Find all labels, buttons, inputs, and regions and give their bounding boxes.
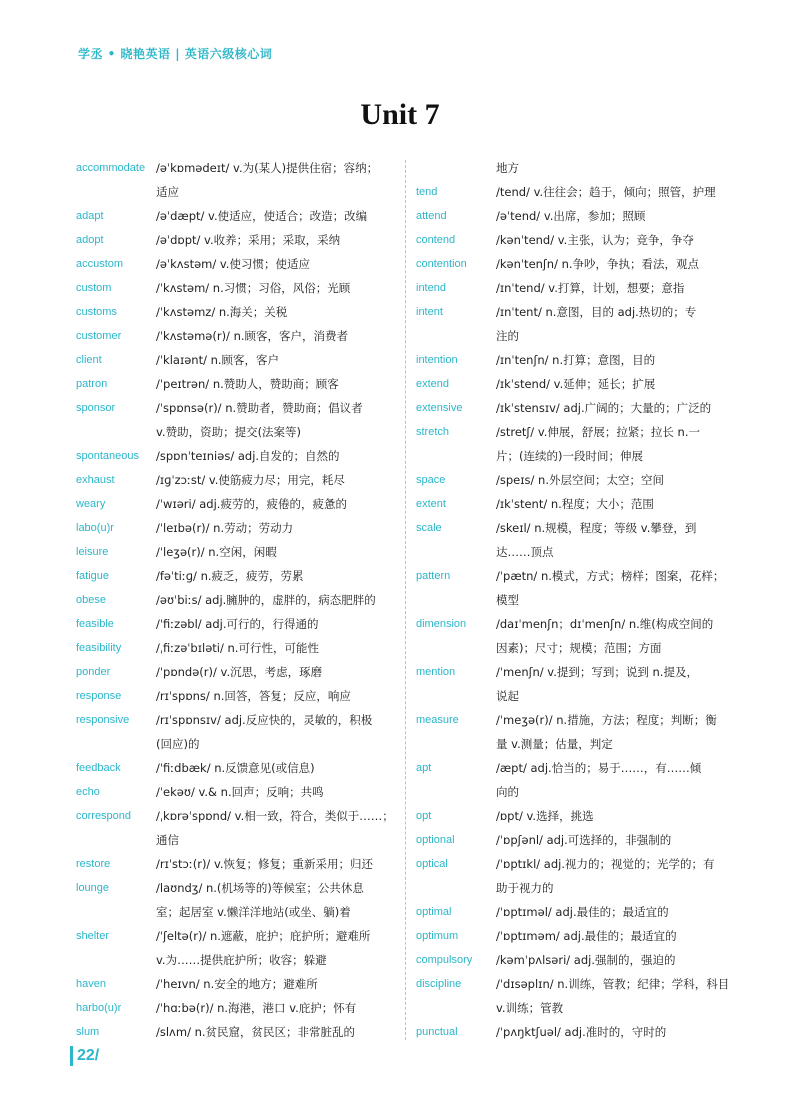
definition-line: /ˈmeʒə(r)/ n.措施，方法；程度；判断；衡 <box>496 713 717 727</box>
definition-line: /əˈtend/ v.出席，参加；照顾 <box>496 209 646 223</box>
definition-line: /ˈfiːdbæk/ n.反馈意见(或信息) <box>156 761 315 775</box>
vocab-entry <box>416 948 736 972</box>
vocab-entry <box>76 372 396 396</box>
vocab-word: feedback <box>76 762 121 774</box>
vocab-entry <box>416 1020 736 1044</box>
vocab-word: adapt <box>76 210 104 222</box>
vocab-word: correspond <box>76 810 132 822</box>
vocab-word: accommodate <box>76 162 146 174</box>
vocab-definition <box>156 804 396 852</box>
definition-line: /ˈheɪvn/ n.安全的地方；避难所 <box>156 977 318 991</box>
vocab-definition <box>496 924 736 948</box>
vocab-entry <box>76 636 396 660</box>
definition-line: /ˈpɒndə(r)/ v.沉思，考虑，琢磨 <box>156 665 323 679</box>
definition-line: v.赞助，资助；提交(法案等) <box>156 425 302 439</box>
left-column <box>76 156 396 1044</box>
vocab-definition <box>496 852 736 900</box>
definition-line: /ˌfiːzəˈbɪləti/ n.可行性，可能性 <box>156 641 319 655</box>
definition-line: /fəˈtiːɡ/ n.疲乏，疲劳，劳累 <box>156 569 304 583</box>
vocab-definition <box>156 156 396 204</box>
vocab-entry <box>76 228 396 252</box>
definition-line: 模型 <box>496 593 519 607</box>
vocab-entry <box>76 588 396 612</box>
vocab-definition <box>156 396 396 444</box>
vocab-entry <box>76 396 396 444</box>
vocab-definition <box>496 228 736 252</box>
vocab-definition <box>156 444 396 468</box>
vocab-entry <box>416 228 736 252</box>
definition-line: /ˈpeɪtrən/ n.赞助人，赞助商；顾客 <box>156 377 339 391</box>
vocab-definition <box>156 372 396 396</box>
vocab-entry <box>416 372 736 396</box>
definition-line: v.训练；管教 <box>496 1001 564 1015</box>
vocab-definition <box>496 348 736 372</box>
vocab-word: optical <box>416 858 448 870</box>
vocab-entry <box>76 204 396 228</box>
vocab-entry <box>416 828 736 852</box>
vocab-entry <box>76 156 396 204</box>
vocab-word: scale <box>416 522 442 534</box>
vocab-entry <box>76 756 396 780</box>
vocab-definition <box>156 348 396 372</box>
definition-line: 片；(连续的)一段时间；伸展 <box>496 449 643 463</box>
vocab-definition <box>496 468 736 492</box>
vocab-word: pattern <box>416 570 451 582</box>
definition-line: /ˈmenʃn/ v.提到；写到；说到 n.提及， <box>496 665 698 679</box>
definition-line: 地方 <box>496 161 519 175</box>
vocab-word: optimal <box>416 906 452 918</box>
vocab-word: punctual <box>416 1026 458 1038</box>
vocab-definition <box>496 900 736 924</box>
definition-line: /ɪkˈstend/ v.延伸；延长；扩展 <box>496 377 656 391</box>
vocab-entry <box>76 852 396 876</box>
vocab-word: weary <box>76 498 106 510</box>
definition-line: /ˈdɪsəplɪn/ n.训练，管教；纪律；学科，科目 <box>496 977 730 991</box>
vocab-definition <box>496 516 736 564</box>
vocab-entry <box>76 972 396 996</box>
vocab-entry <box>416 924 736 948</box>
vocab-definition <box>496 300 736 348</box>
definition-line: /ˈkʌstəm/ n.习惯；习俗，风俗；光顾 <box>156 281 351 295</box>
vocab-word: measure <box>416 714 459 726</box>
definition-line: 适应 <box>156 185 179 199</box>
definition-line: /ˌkɒrəˈspɒnd/ v.相一致，符合，类似于……； <box>156 809 394 823</box>
vocab-definition <box>496 804 736 828</box>
definition-line: /daɪˈmenʃn；dɪˈmenʃn/ n.维(构成空间的 <box>496 617 714 631</box>
vocab-entry <box>416 516 736 564</box>
definition-line: /kənˈtend/ v.主张，认为；竞争，争夺 <box>496 233 694 247</box>
definition-line: /ˈleʒə(r)/ n.空闲，闲暇 <box>156 545 277 559</box>
vocab-word: responsive <box>76 714 130 726</box>
definition-line: /slʌm/ n.贫民窟，贫民区；非常脏乱的 <box>156 1025 356 1039</box>
vocab-definition <box>496 252 736 276</box>
vocab-word: obese <box>76 594 106 606</box>
vocab-definition <box>156 660 396 684</box>
vocab-entry <box>416 852 736 900</box>
vocab-word: patron <box>76 378 108 390</box>
vocab-word: shelter <box>76 930 110 942</box>
definition-line: /əˈdɒpt/ v.收养；采用；采取，采纳 <box>156 233 341 247</box>
definition-line: 室；起居室 v.懒洋洋地站(或坐、躺)着 <box>156 905 351 919</box>
vocab-definition <box>156 228 396 252</box>
vocab-entry <box>76 996 396 1020</box>
definition-line: /ɪkˈstent/ n.程度；大小；范围 <box>496 497 654 511</box>
definition-line: /rɪˈstɔː(r)/ v.恢复；修复；重新采用；归还 <box>156 857 374 871</box>
definition-line: 通信 <box>156 833 179 847</box>
vocab-definition <box>496 660 736 708</box>
vocab-definition <box>156 588 396 612</box>
running-header: 学丞 • 晓艳英语 | 英语六级核心词 <box>78 47 273 61</box>
vocab-word: slum <box>76 1026 100 1038</box>
right-column <box>416 156 736 1044</box>
definition-line: /ˈʃeltə(r)/ n.遮蔽，庇护；庇护所；避难所 <box>156 929 371 943</box>
vocab-entry <box>416 204 736 228</box>
definition-line: /kənˈtenʃn/ n.争吵，争执；看法，观点 <box>496 257 700 271</box>
vocab-word: haven <box>76 978 106 990</box>
vocab-definition <box>156 708 396 756</box>
vocab-definition <box>496 564 736 612</box>
vocab-word: labo(u)r <box>76 522 114 534</box>
definition-line: /stretʃ/ v.伸展，舒展；拉紧；拉长 n.一 <box>496 425 700 439</box>
vocab-entry <box>76 276 396 300</box>
vocab-definition <box>156 1020 396 1044</box>
vocab-word: stretch <box>416 426 450 438</box>
vocab-definition <box>156 468 396 492</box>
vocab-definition <box>156 636 396 660</box>
vocab-definition <box>156 516 396 540</box>
definition-line: /ˈpætn/ n.模式，方式；榜样；图案，花样； <box>496 569 725 583</box>
definition-line: v.为……提供庇护所；收容；躲避 <box>156 953 327 967</box>
vocab-definition <box>156 252 396 276</box>
vocab-definition <box>496 156 736 180</box>
definition-line: /ˈɒptɪməm/ adj.最佳的；最适宜的 <box>496 929 677 943</box>
vocab-entry <box>416 804 736 828</box>
vocab-entry <box>76 516 396 540</box>
vocab-word: optimum <box>416 930 459 942</box>
vocab-entry <box>76 540 396 564</box>
vocab-definition <box>156 972 396 996</box>
definition-line: /ˈɒpʃənl/ adj.可选择的，非强制的 <box>496 833 672 847</box>
vocab-word: custom <box>76 282 112 294</box>
definition-line: /spɒnˈteɪniəs/ adj.自发的；自然的 <box>156 449 340 463</box>
vocab-word: optional <box>416 834 455 846</box>
vocab-word: extent <box>416 498 446 510</box>
vocab-entry <box>416 300 736 348</box>
vocab-word: accustom <box>76 258 124 270</box>
vocab-entry <box>76 660 396 684</box>
vocab-entry <box>76 300 396 324</box>
definition-line: /ˈkʌstəmz/ n.海关；关税 <box>156 305 288 319</box>
vocab-definition <box>156 756 396 780</box>
vocab-entry <box>416 468 736 492</box>
vocab-entry <box>416 396 736 420</box>
vocab-word: echo <box>76 786 100 798</box>
definition-line: /ˈpʌŋktʃuəl/ adj.准时的，守时的 <box>496 1025 667 1039</box>
vocab-word: dimension <box>416 618 467 630</box>
definition-line: /ˈleɪbə(r)/ n.劳动；劳动力 <box>156 521 294 535</box>
vocab-definition <box>496 420 736 468</box>
definition-line: /laʊndʒ/ n.(机场等的)等候室；公共休息 <box>156 881 364 895</box>
vocab-definition <box>496 972 736 1020</box>
definition-line: 注的 <box>496 329 519 343</box>
vocab-word: sponsor <box>76 402 116 414</box>
vocab-entry <box>416 492 736 516</box>
definition-line: 量 v.测量；估量，判定 <box>496 737 613 751</box>
vocab-entry <box>76 684 396 708</box>
definition-line: /ˈkʌstəmə(r)/ n.顾客，客户，消费者 <box>156 329 349 343</box>
definition-line: /speɪs/ n.外层空间；太空；空间 <box>496 473 664 487</box>
vocab-word: restore <box>76 858 111 870</box>
definition-line: /əˈkɒmədeɪt/ v.为(某人)提供住宿；容纳； <box>156 161 379 175</box>
vocab-entry <box>416 708 736 756</box>
definition-line: /rɪˈspɒnsɪv/ adj.反应快的，灵敏的，积极 <box>156 713 373 727</box>
definition-line: 助于视力的 <box>496 881 554 895</box>
definition-line: /əˈdæpt/ v.使适应，使适合；改造；改编 <box>156 209 368 223</box>
vocab-word: customer <box>76 330 122 342</box>
definition-line: /ˈɒptɪkl/ adj.视力的；视觉的；光学的；有 <box>496 857 715 871</box>
definition-line: /ˈspɒnsə(r)/ n.赞助者，赞助商；倡议者 <box>156 401 363 415</box>
vocab-definition <box>156 492 396 516</box>
definition-line: /ɪnˈtent/ n.意图，目的 adj.热切的；专 <box>496 305 697 319</box>
vocab-word: client <box>76 354 102 366</box>
vocab-word: leisure <box>76 546 109 558</box>
vocab-definition <box>496 828 736 852</box>
vocab-entry <box>416 660 736 708</box>
definition-line: /ˈɒptɪməl/ adj.最佳的；最适宜的 <box>496 905 669 919</box>
vocab-definition <box>156 780 396 804</box>
definition-line: /ɪɡˈzɔːst/ v.使筋疲力尽；用完，耗尽 <box>156 473 345 487</box>
vocab-entry <box>76 612 396 636</box>
vocab-word: intent <box>416 306 443 318</box>
vocab-entry <box>76 1020 396 1044</box>
vocab-word: contend <box>416 234 456 246</box>
definition-line: /ɪnˈtend/ v.打算，计划，想要；意指 <box>496 281 685 295</box>
vocab-word: adopt <box>76 234 104 246</box>
page-number-bar <box>70 1046 73 1066</box>
definition-line: /ˈwɪəri/ adj.疲劳的，疲倦的，疲惫的 <box>156 497 347 511</box>
definition-line: /ɒpt/ v.选择，挑选 <box>496 809 594 823</box>
vocab-entry <box>416 156 736 180</box>
definition-line: 向的 <box>496 785 519 799</box>
vocab-word: lounge <box>76 882 110 894</box>
definition-line: /kəmˈpʌlsəri/ adj.强制的，强迫的 <box>496 953 676 967</box>
vocab-entry <box>76 468 396 492</box>
vocab-entry <box>416 756 736 804</box>
definition-line: /ˈfiːzəbl/ adj.可行的，行得通的 <box>156 617 319 631</box>
vocab-entry <box>416 900 736 924</box>
vocab-definition <box>496 756 736 804</box>
vocab-definition <box>156 852 396 876</box>
page-footer <box>70 1046 99 1066</box>
vocab-entry <box>416 180 736 204</box>
definition-line: /tend/ v.往往会；趋于，倾向；照管，护理 <box>496 185 716 199</box>
definition-line: /ˈhɑːbə(r)/ n.海港，港口 v.庇护；怀有 <box>156 1001 357 1015</box>
definition-line: (回应)的 <box>156 737 200 751</box>
vocab-word <box>416 156 496 180</box>
vocab-definition <box>156 924 396 972</box>
column-divider <box>405 160 406 1040</box>
vocab-entry <box>76 876 396 924</box>
vocab-entry <box>416 348 736 372</box>
vocab-definition <box>156 204 396 228</box>
vocab-entry <box>76 924 396 972</box>
vocab-word: extensive <box>416 402 463 414</box>
vocab-definition <box>156 540 396 564</box>
definition-line: /ɪnˈtenʃn/ n.打算；意图，目的 <box>496 353 656 367</box>
vocab-word: space <box>416 474 446 486</box>
vocab-definition <box>156 612 396 636</box>
vocab-word: customs <box>76 306 117 318</box>
definition-line: 说起 <box>496 689 519 703</box>
vocab-entry <box>76 492 396 516</box>
vocab-word: response <box>76 690 122 702</box>
vocab-entry <box>76 324 396 348</box>
vocab-entry <box>416 612 736 660</box>
vocab-entry <box>76 348 396 372</box>
vocab-entry <box>416 564 736 612</box>
definition-line: /æpt/ adj.恰当的；易于……，有……倾 <box>496 761 702 775</box>
vocab-word: apt <box>416 762 432 774</box>
vocab-entry <box>416 420 736 468</box>
definition-line: /əʊˈbiːs/ adj.臃肿的，虚胖的，病态肥胖的 <box>156 593 376 607</box>
vocab-word: tend <box>416 186 438 198</box>
vocab-entry <box>416 972 736 1020</box>
vocab-definition <box>496 204 736 228</box>
definition-line: /əˈkʌstəm/ v.使习惯；使适应 <box>156 257 310 271</box>
vocab-word: opt <box>416 810 432 822</box>
vocab-word: intend <box>416 282 446 294</box>
vocab-word: exhaust <box>76 474 115 486</box>
vocab-entry <box>76 804 396 852</box>
definition-line: /ˈklaɪənt/ n.顾客，客户 <box>156 353 280 367</box>
vocab-definition <box>156 996 396 1020</box>
vocab-definition <box>496 948 736 972</box>
vocab-word: ponder <box>76 666 111 678</box>
vocab-word: attend <box>416 210 447 222</box>
definition-line: /ɪkˈstensɪv/ adj.广阔的；大量的；广泛的 <box>496 401 712 415</box>
vocab-word: fatigue <box>76 570 110 582</box>
vocab-word: extend <box>416 378 450 390</box>
vocab-definition <box>156 564 396 588</box>
vocab-entry <box>76 444 396 468</box>
definition-line: /rɪˈspɒns/ n.回答，答复；反应，响应 <box>156 689 351 703</box>
vocab-entry <box>416 276 736 300</box>
vocab-word: feasible <box>76 618 114 630</box>
vocab-entry <box>76 564 396 588</box>
vocab-definition <box>496 396 736 420</box>
vocab-entry <box>76 708 396 756</box>
vocab-word: harbo(u)r <box>76 1002 122 1014</box>
definition-line: /skeɪl/ n.规模，程度；等级 v.攀登，到 <box>496 521 697 535</box>
vocab-word: spontaneous <box>76 450 139 462</box>
vocab-definition <box>496 492 736 516</box>
definition-line: 因素)；尺寸；规模；范围；方面 <box>496 641 662 655</box>
vocab-definition <box>496 612 736 660</box>
vocab-word: compulsory <box>416 954 473 966</box>
vocab-entry <box>76 252 396 276</box>
page-number: 22/ <box>77 1047 100 1064</box>
vocab-entry <box>76 780 396 804</box>
vocab-word: discipline <box>416 978 462 990</box>
vocab-entry <box>416 252 736 276</box>
vocab-definition <box>156 324 396 348</box>
vocab-definition <box>496 180 736 204</box>
vocab-definition <box>496 372 736 396</box>
definition-line: /ˈekəʊ/ v.& n.回声；反响；共鸣 <box>156 785 324 799</box>
vocab-word: contention <box>416 258 467 270</box>
unit-title: Unit 7 <box>360 98 440 131</box>
vocab-definition <box>496 708 736 756</box>
vocab-definition <box>156 276 396 300</box>
vocab-definition <box>496 276 736 300</box>
definition-line: 达……顶点 <box>496 545 554 559</box>
vocab-definition <box>156 300 396 324</box>
vocab-word: intention <box>416 354 458 366</box>
vocab-definition <box>156 684 396 708</box>
vocab-definition <box>496 1020 736 1044</box>
vocab-word: feasibility <box>76 642 122 654</box>
vocab-definition <box>156 876 396 924</box>
vocab-word: mention <box>416 666 456 678</box>
